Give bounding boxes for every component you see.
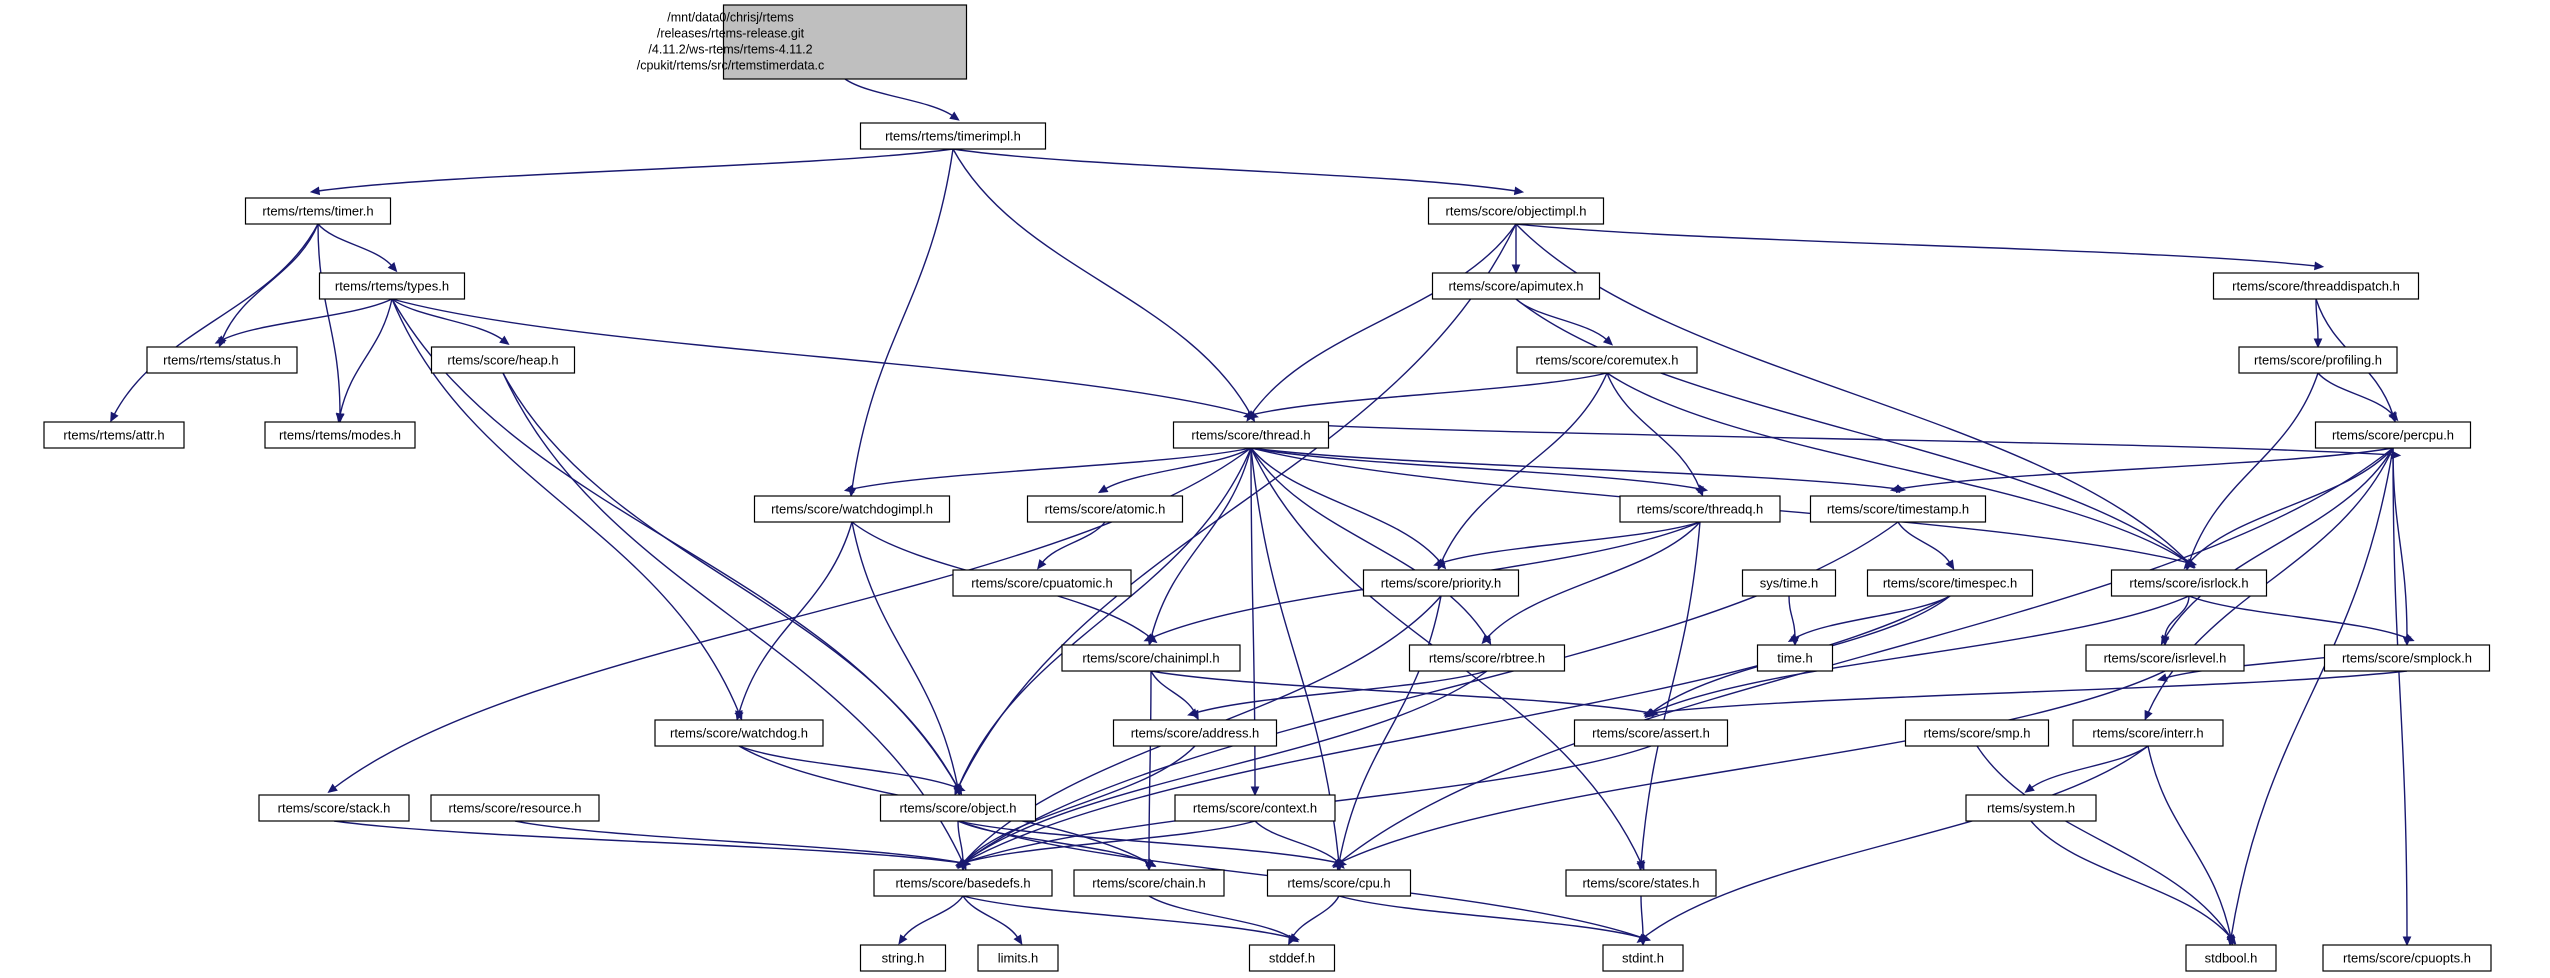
edge-arrowhead <box>2405 634 2414 641</box>
graph-node[interactable] <box>1410 645 1565 671</box>
node-label: rtems/score/percpu.h <box>2331 427 2455 443</box>
node-label: rtems/score/priority.h <box>1380 575 1502 591</box>
graph-node[interactable] <box>881 795 1036 821</box>
node-label: rtems/rtems/attr.h <box>63 427 165 443</box>
edge <box>1641 896 1643 938</box>
edge-arrowhead <box>1897 485 1905 492</box>
edge-arrowhead <box>1251 787 1258 795</box>
graph-node[interactable] <box>755 496 950 522</box>
graph-node[interactable] <box>1433 273 1600 299</box>
graph-node[interactable] <box>1250 945 1335 971</box>
node-label: rtems/score/address.h <box>1130 725 1260 741</box>
graph-node[interactable] <box>1174 422 1329 448</box>
graph-node[interactable] <box>431 795 599 821</box>
graph-node[interactable] <box>637 5 967 79</box>
edge <box>2393 448 2407 638</box>
graph-node[interactable] <box>655 720 823 746</box>
node-label: string.h <box>881 950 925 966</box>
node-label: rtems/rtems/types.h <box>334 278 450 294</box>
graph-node[interactable] <box>1575 720 1728 746</box>
edge-arrowhead <box>950 112 959 120</box>
edge <box>2031 821 2231 938</box>
graph-node[interactable] <box>2325 645 2490 671</box>
edge <box>340 299 392 415</box>
edge <box>2165 448 2393 638</box>
edge-arrowhead <box>1038 560 1046 569</box>
graph-node[interactable] <box>320 273 465 299</box>
node-label: stddef.h <box>1268 950 1316 966</box>
edge-arrowhead <box>1512 265 1519 273</box>
edge-arrowhead <box>2392 451 2400 458</box>
graph-node[interactable] <box>1743 570 1836 596</box>
nodes-layer <box>44 5 2491 971</box>
node-label: rtems/score/smplock.h <box>2341 650 2473 666</box>
graph-node[interactable] <box>978 945 1058 971</box>
node-label: time.h <box>1777 650 1813 666</box>
edge <box>953 149 1516 191</box>
node-label: rtems/score/isrlock.h <box>2129 575 2249 591</box>
edge <box>1151 671 1195 713</box>
edge <box>1641 522 1700 863</box>
edge <box>1251 448 1441 563</box>
edge <box>1339 596 1441 863</box>
graph-node[interactable] <box>1364 570 1519 596</box>
edge <box>1251 373 1607 415</box>
edge <box>1516 224 2316 266</box>
node-label: rtems/score/cpuatomic.h <box>971 575 1113 591</box>
node-label: stdbool.h <box>2204 950 2258 966</box>
node-label: rtems/rtems/timer.h <box>262 203 374 219</box>
edge <box>1898 522 1950 563</box>
edge-arrowhead <box>845 485 854 492</box>
graph-node[interactable] <box>1566 870 1716 896</box>
edge <box>222 224 318 340</box>
node-label: rtems/score/interr.h <box>2092 725 2204 741</box>
node-label: rtems/score/coremutex.h <box>1535 352 1679 368</box>
node-label: rtems/rtems/modes.h <box>278 427 402 443</box>
edge <box>1898 448 2393 489</box>
graph-node[interactable] <box>1114 720 1277 746</box>
edge <box>852 149 953 489</box>
edge <box>739 522 852 713</box>
edge <box>1149 896 1292 938</box>
node-label: rtems/score/heap.h <box>447 352 559 368</box>
edge <box>1977 746 2231 938</box>
edge <box>2189 596 2407 638</box>
node-label: rtems/system.h <box>1986 800 2076 816</box>
node-label: rtems/score/smp.h <box>1923 725 2031 741</box>
edge-arrowhead <box>1514 187 1522 194</box>
graph-node[interactable] <box>861 123 1046 149</box>
edge <box>852 448 1251 489</box>
graph-node[interactable] <box>259 795 409 821</box>
graph-node[interactable] <box>1868 570 2033 596</box>
node-label-line: /releases/rtems-release.git <box>656 26 805 41</box>
edge <box>318 224 392 266</box>
edge <box>903 896 963 938</box>
graph-node[interactable] <box>2316 422 2471 448</box>
node-label-line: /4.11.2/ws-rtems/rtems-4.11.2 <box>648 42 813 57</box>
edge <box>1149 671 1151 863</box>
graph-node[interactable] <box>1966 795 2096 821</box>
edge <box>318 149 953 191</box>
node-label: rtems/score/profiling.h <box>2254 352 2382 368</box>
edge <box>845 79 953 116</box>
edge <box>1251 224 1516 415</box>
node-label: rtems/rtems/timerimpl.h <box>885 128 1021 144</box>
graph-node[interactable] <box>1906 720 2049 746</box>
edge-arrowhead <box>2158 674 2167 681</box>
edge-arrowhead <box>899 935 907 944</box>
edge <box>222 299 392 340</box>
graph-node[interactable] <box>1175 795 1335 821</box>
edge <box>1789 596 1795 638</box>
edge <box>334 821 963 863</box>
edge <box>739 746 958 788</box>
edge <box>1151 448 1251 638</box>
node-label: stdint.h <box>1622 950 1664 966</box>
edge-arrowhead <box>111 412 118 421</box>
edge <box>1643 746 2148 938</box>
graph-node[interactable] <box>1517 347 1697 373</box>
edge-arrowhead <box>311 187 319 194</box>
node-label: rtems/score/cpuopts.h <box>2343 950 2471 966</box>
edge <box>1339 896 1643 938</box>
graph-node[interactable] <box>2086 645 2244 671</box>
node-label-line: /cpukit/rtems/src/rtemstimerdata.c <box>636 58 825 73</box>
graph-node[interactable] <box>1811 496 1986 522</box>
edge <box>2231 448 2393 938</box>
edge <box>2031 746 2148 788</box>
node-label: rtems/score/timespec.h <box>1882 575 2018 591</box>
edge <box>1339 671 2165 863</box>
graph-node[interactable] <box>2073 720 2223 746</box>
graph-node[interactable] <box>2112 570 2267 596</box>
edge <box>503 373 963 863</box>
edge <box>114 224 318 415</box>
graph-node[interactable] <box>2214 273 2419 299</box>
graph-node[interactable] <box>1268 870 1411 896</box>
graph-node[interactable] <box>1062 645 1240 671</box>
node-label: rtems/score/resource.h <box>448 800 582 816</box>
edge <box>1105 448 1251 489</box>
edge <box>1251 448 1898 489</box>
node-label: rtems/score/watchdog.h <box>669 725 809 741</box>
node-label: rtems/score/threadq.h <box>1636 501 1764 517</box>
edge <box>1255 821 1339 863</box>
node-label: rtems/score/chainimpl.h <box>1082 650 1220 666</box>
edge <box>852 522 958 788</box>
graph-node[interactable] <box>874 870 1052 896</box>
node-label: rtems/score/timestamp.h <box>1826 501 1970 517</box>
node-label: rtems/score/stack.h <box>277 800 391 816</box>
edge <box>1651 671 2407 713</box>
node-label: rtems/score/cpu.h <box>1287 875 1391 891</box>
graph-node[interactable] <box>432 347 575 373</box>
edge-arrowhead <box>2025 785 2034 793</box>
node-label: rtems/score/rbtree.h <box>1428 650 1546 666</box>
node-label: rtems/score/assert.h <box>1592 725 1710 741</box>
node-label: rtems/score/object.h <box>899 800 1017 816</box>
edge <box>1607 373 2189 563</box>
edge-arrowhead <box>2403 937 2410 945</box>
graph-node[interactable] <box>2186 945 2276 971</box>
graph-node[interactable] <box>246 198 391 224</box>
edge <box>318 224 340 415</box>
node-label: rtems/score/threaddispatch.h <box>2232 278 2400 294</box>
edge <box>2189 373 2318 563</box>
graph-node[interactable] <box>44 422 184 448</box>
node-label: rtems/rtems/status.h <box>163 352 281 368</box>
edge-arrowhead <box>1014 935 1021 944</box>
node-label-line: /mnt/data0/chrisj/rtems <box>667 10 794 25</box>
edge-arrowhead <box>500 337 509 345</box>
node-label: rtems/score/thread.h <box>1191 427 1311 443</box>
graph-node[interactable] <box>953 570 1131 596</box>
edge-arrowhead <box>328 785 337 793</box>
graph-node[interactable] <box>1429 198 1604 224</box>
node-label: rtems/score/isrlevel.h <box>2103 650 2227 666</box>
graph-node[interactable] <box>1758 645 1833 671</box>
edge <box>2318 373 2393 415</box>
node-label: rtems/score/objectimpl.h <box>1445 203 1587 219</box>
edge-arrowhead <box>2145 711 2152 720</box>
edge <box>2393 448 2407 938</box>
graph-node[interactable] <box>2239 347 2397 373</box>
edge-arrowhead <box>1946 560 1953 569</box>
edge <box>1292 896 1339 938</box>
node-label: rtems/score/chain.h <box>1092 875 1206 891</box>
node-label: rtems/score/watchdogimpl.h <box>771 501 933 517</box>
node-label: rtems/score/states.h <box>1582 875 1700 891</box>
edge <box>1516 299 2189 563</box>
edge <box>2148 746 2231 938</box>
edge-arrowhead <box>1698 485 1707 492</box>
node-label: rtems/score/context.h <box>1192 800 1318 816</box>
graph-node[interactable] <box>1028 496 1183 522</box>
node-label: rtems/score/atomic.h <box>1044 501 1166 517</box>
edge-arrowhead <box>2314 339 2321 347</box>
edge-arrowhead <box>2315 262 2323 269</box>
graph-node[interactable] <box>147 347 297 373</box>
graph-node[interactable] <box>1620 496 1780 522</box>
node-label: sys/time.h <box>1759 575 1819 591</box>
edge <box>1795 596 1950 638</box>
edge <box>963 671 1487 863</box>
graph-node[interactable] <box>1074 870 1224 896</box>
graph-node[interactable] <box>2323 945 2491 971</box>
graph-node[interactable] <box>861 945 946 971</box>
graph-node[interactable] <box>1603 945 1683 971</box>
graph-node[interactable] <box>265 422 415 448</box>
edge <box>1195 671 1487 713</box>
node-label: rtems/score/basedefs.h <box>895 875 1031 891</box>
edge-arrowhead <box>1099 485 1108 492</box>
edge <box>1516 299 1607 340</box>
node-label: rtems/score/apimutex.h <box>1448 278 1584 294</box>
node-label: limits.h <box>997 950 1039 966</box>
